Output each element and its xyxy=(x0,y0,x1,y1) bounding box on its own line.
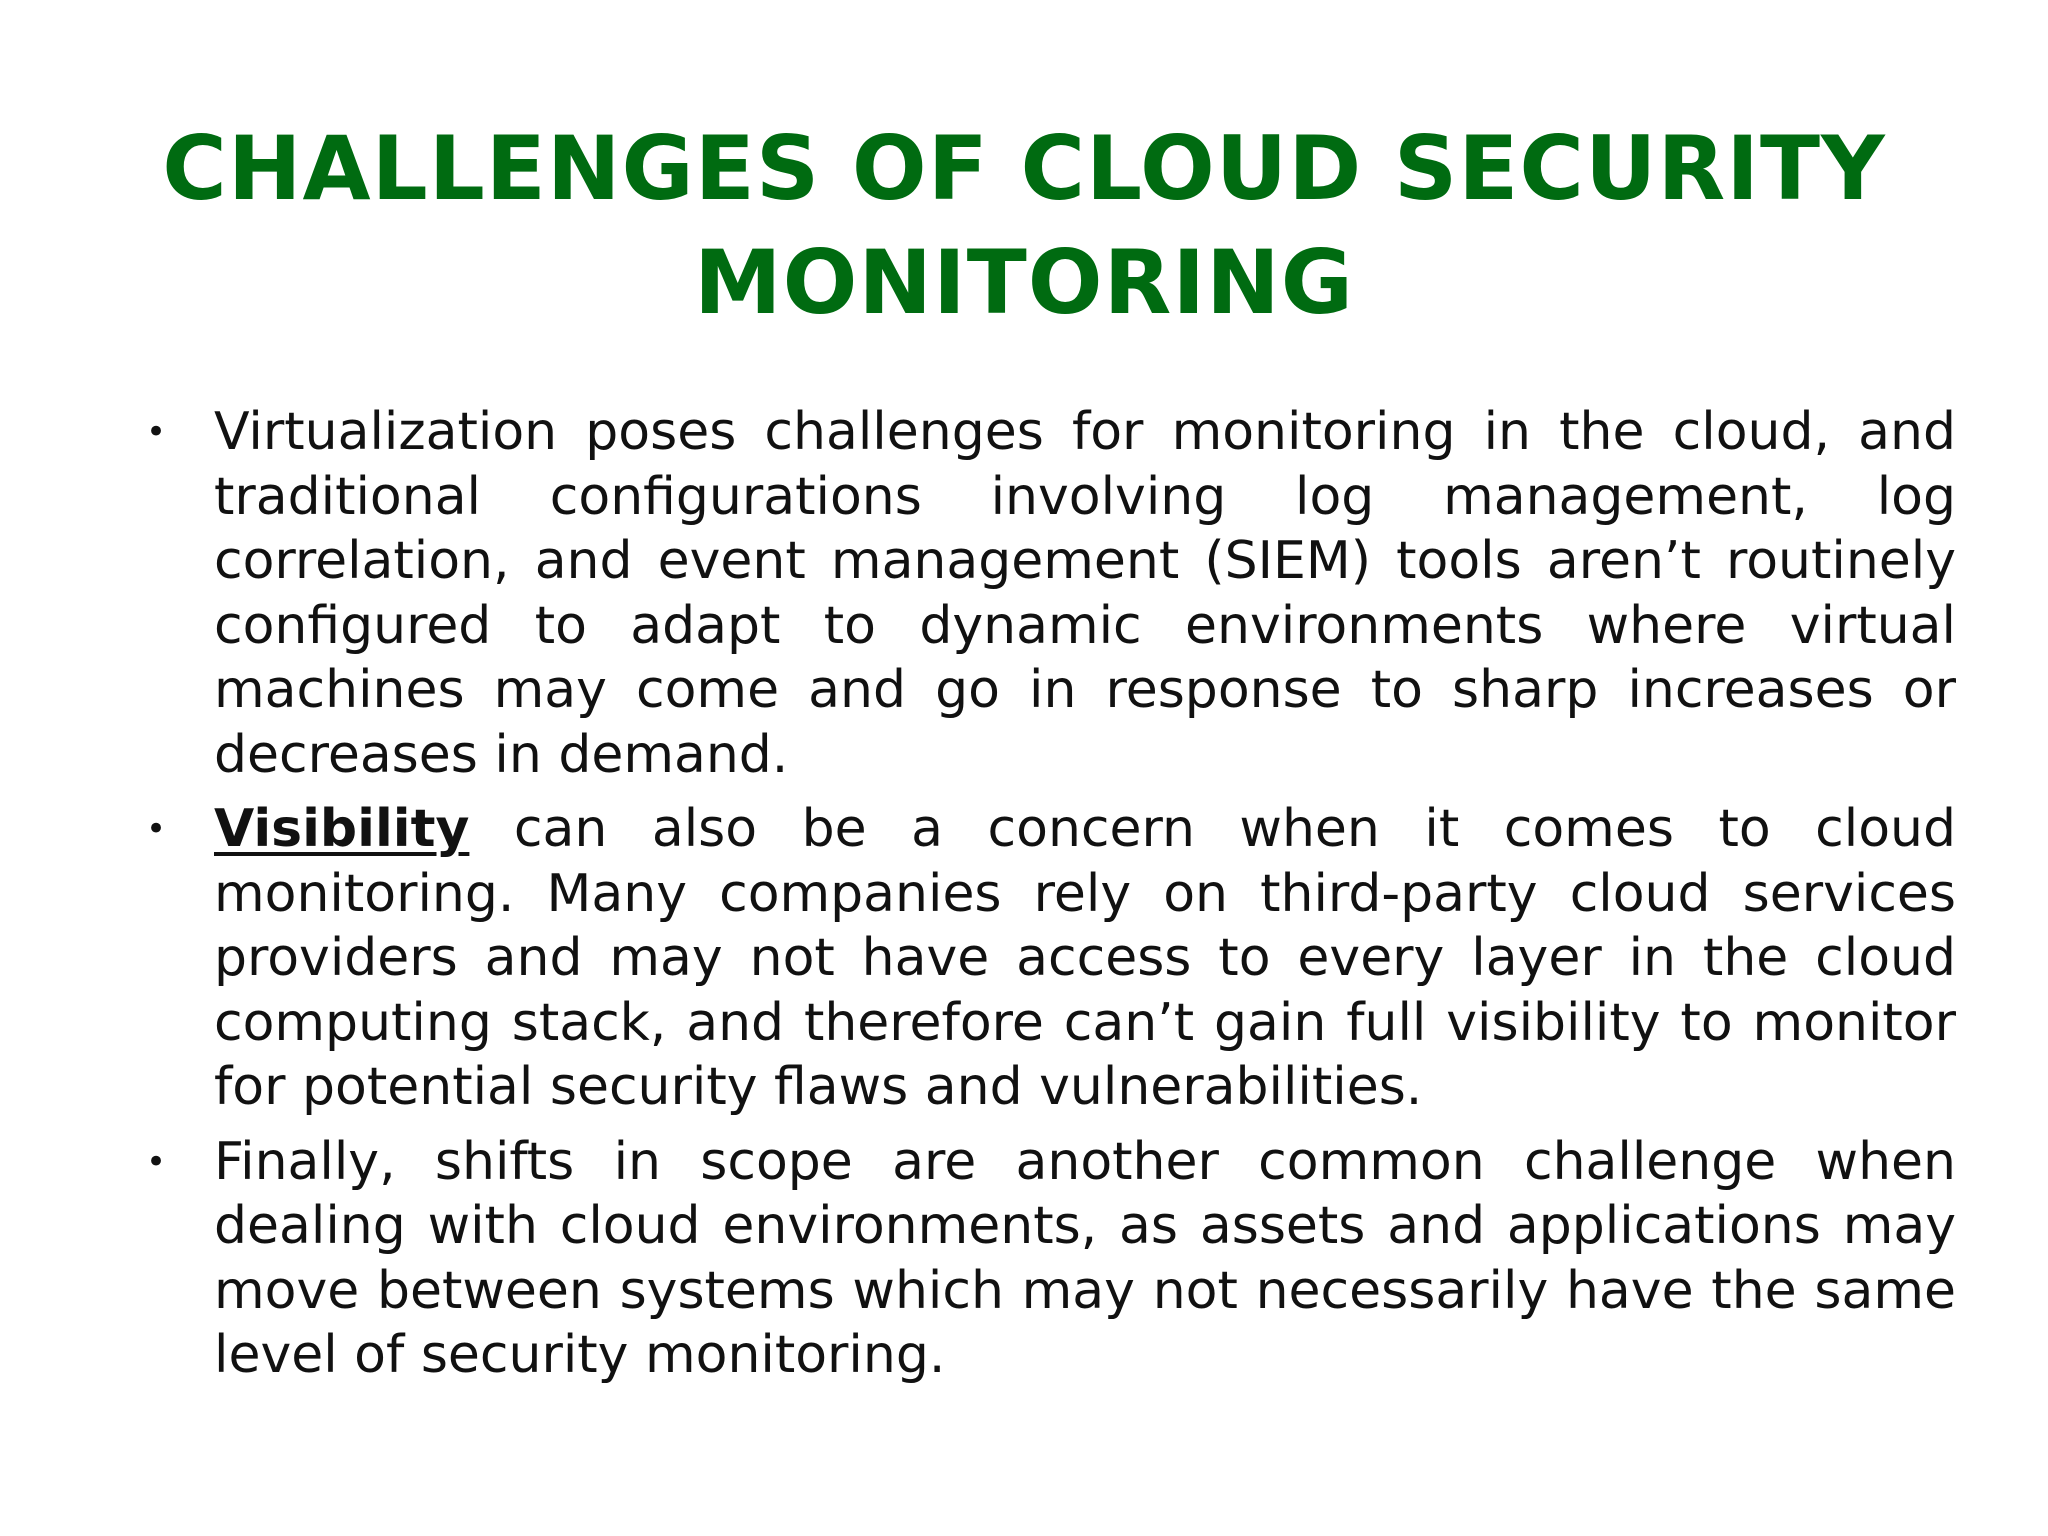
bullet-keyword: Visibility xyxy=(214,799,470,859)
bullet-item-visibility xyxy=(138,797,1956,1120)
bullet-list xyxy=(138,400,1956,1398)
title-line-2: MONITORING xyxy=(694,231,1354,334)
bullet-dot-icon: • xyxy=(146,412,167,452)
bullet-item-scope xyxy=(138,1130,1956,1388)
bullet-text: can also be a concern when it comes to cloud monitoring. Many companies rely on third-party cloud services providers and may not have access to every layer in the cloud computing stack, and therefore can’t gain full visibility to monitor for potential security flaws and vulnerabilities. xyxy=(214,799,1956,1117)
bullet-text: Virtualization poses challenges for monitoring in the cloud, and traditional configurations involving log management, log correlation, and event management (SIEM) tools aren’t routinely configured to adapt to dynamic environments where virtual machines may come and go in response to sharp increases or decreases in demand. xyxy=(214,402,1956,785)
slide-title xyxy=(120,112,1928,340)
bullet-item-virtualization xyxy=(138,400,1956,787)
bullet-text: Finally, shifts in scope are another common challenge when dealing with cloud environments, as assets and applications may move between systems which may not necessarily have the same level of security monitoring. xyxy=(214,1131,1956,1385)
bullet-dot-icon: • xyxy=(146,809,167,849)
bullet-dot-icon: • xyxy=(146,1141,167,1182)
title-line-1: CHALLENGES OF CLOUD SECURITY xyxy=(162,117,1886,220)
